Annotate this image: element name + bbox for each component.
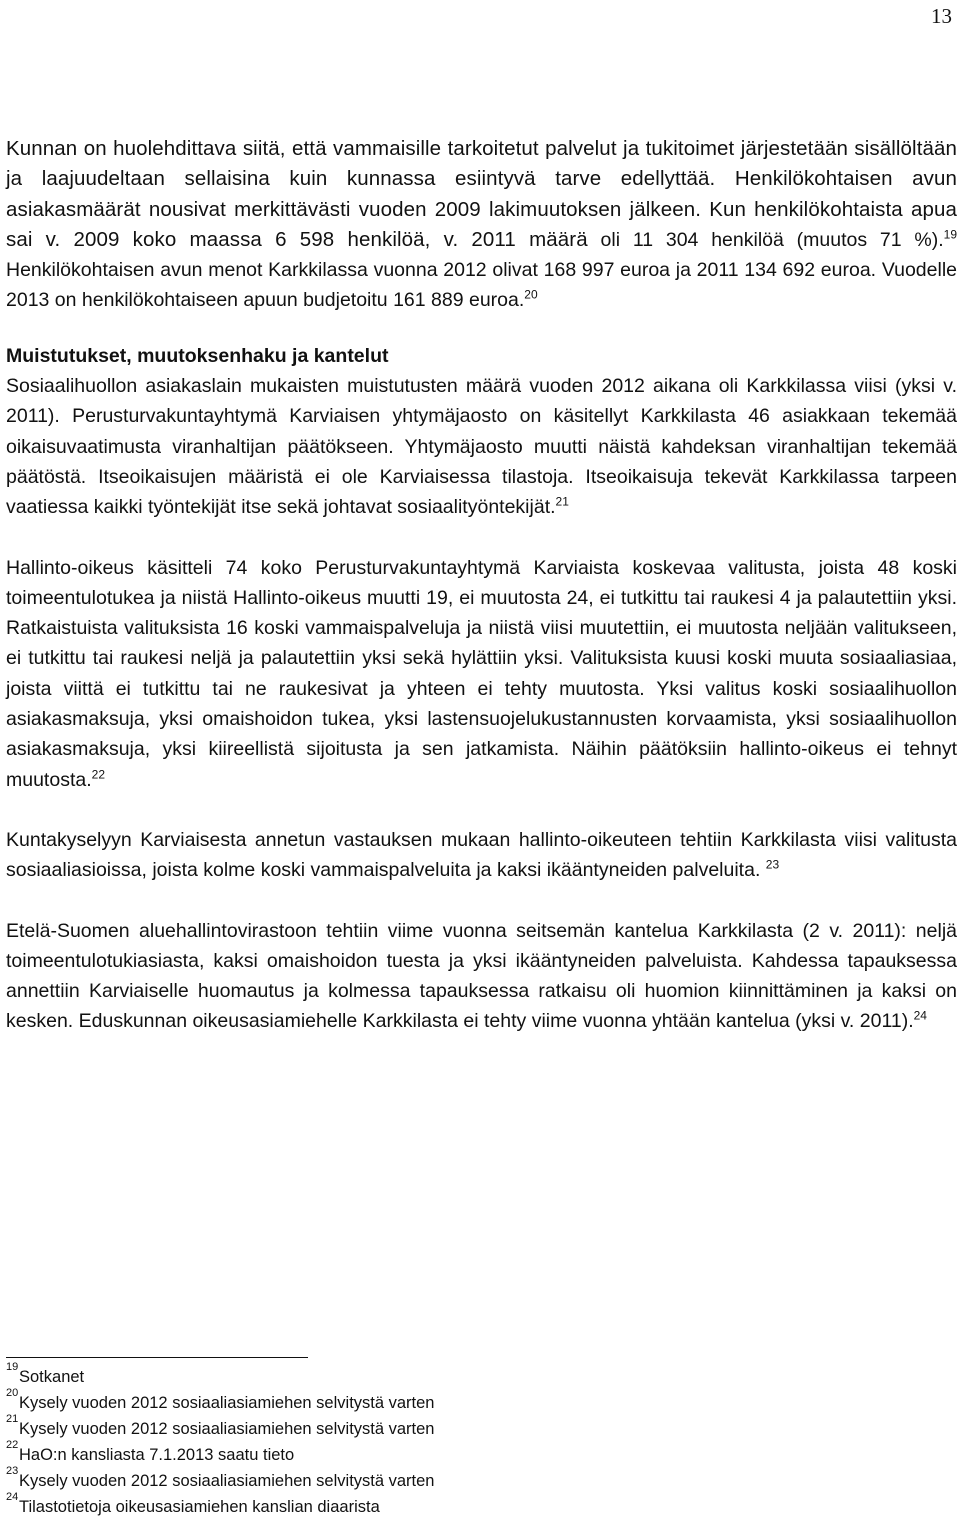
paragraph-complaints bbox=[6, 371, 957, 522]
paragraph-text: Etelä-Suomen aluehallintovirastoon tehtiin viime vuonna seitsemän kantelua Karkkilasta (2 v. 2011): neljä toimeentulotukiasiasta, kaksi omaishoidon tuesta ja yksi ikääntyneiden palveluista. Kahdessa tapauksessa annettiin Karviaiselle huomautus ja kolmessa tapauksessa ratkaisu oli huomion kiinnittäminen ja kaksi on kesken. Eduskunnan oikeusasiamiehelle Karkkilasta ei tehty viime vuonna yhtään kantelua (yksi v. 2011). bbox=[6, 919, 957, 1033]
section-heading: Muistutukset, muutoksenhaku ja kantelut bbox=[6, 344, 389, 367]
footnote: 19 Sotkanet bbox=[6, 1361, 85, 1386]
paragraph-regional-agency bbox=[6, 916, 957, 1037]
paragraph-text: Kuntakyselyyn Karviaisesta annetun vastauksen mukaan hallinto-oikeuteen tehtiin Karkkilasta viisi valitusta sosiaaliasioissa, joista kolme koski vammaispalveluita ja kaksi ikääntyneiden palveluita. bbox=[6, 828, 957, 882]
footnote-reference[interactable]: 23 bbox=[765, 857, 780, 872]
footnote-text: Kysely vuoden 2012 sosiaaliasiamiehen selvitystä varten bbox=[19, 1472, 435, 1490]
footnote-text: HaO:n kansliasta 7.1.2013 saatu tieto bbox=[19, 1446, 295, 1464]
footnote-reference[interactable]: 22 bbox=[91, 767, 105, 782]
footnote-reference[interactable]: 20 bbox=[524, 287, 538, 302]
paragraph-lead-text: Kunnan on huolehdittava siitä, että vammaisille tarkoitetut palvelut ja tukitoimet järjestetään sisällöltään ja laajuudeltaan sellaisina kuin kunnassa esiintyvä tarve edellyttää. Henkilökohtaisen avun asiakasmäärät nousivat merkittävästi vuoden 2009 lakimuutoksen jälkeen. Kun henkilökohtaista apua sai v. 2009 koko maassa 6 598 henkilöä, v. 2011 määrä bbox=[6, 137, 957, 251]
paragraph-text: Hallinto-oikeus käsitteli 74 koko Perusturvakuntayhtymä Karviaista koskevaa valitusta, joista 48 koski toimeentulotukea ja niistä Hallinto-oikeus muutti 19, ei muutosta 24, ei tutkittu tai raukesi 4 ja palautettiin yksi. Ratkaistuista valituksista 16 koski vammaispalveluja ja niistä viisi muutettiin, ei muutosta neljään valitukseen, ei tutkittu tai raukesi neljä ja palautettiin yksi sekä hylättiin yksi. Valituksista kuusi koski muuta sosiaaliasiaa, joista viittä ei tutkittu tai ne raukesivat ja yhteen ei tehty muutosta. Yksi valitus koski sosiaalihuollon asiakasmaksuja, yksi omaishoidon tukea, yksi lastensuojelukustannusten korvaamista, yksi sosiaalihuollon asiakasmaksuja, yksi kiireellistä sijoitusta ja sen jatkamista. Näihin päätöksiin hallinto-oikeus ei tehnyt muutosta. bbox=[6, 556, 957, 791]
footnote: 20 Kysely vuoden 2012 sosiaaliasiamiehen selvitystä varten bbox=[6, 1387, 435, 1412]
footnote-text: Tilastotietoja oikeusasiamiehen kanslian diaarista bbox=[19, 1498, 380, 1516]
page-number: 13 bbox=[931, 4, 952, 28]
paragraph-text: Henkilökohtaisen avun menot Karkkilassa vuonna 2012 olivat 168 997 euroa ja 2011 134 692 euroa. Vuodelle 2013 on henkilökohtaiseen apuun budjetoitu 161 889 euroa. bbox=[6, 259, 957, 312]
paragraph-text: Sosiaalihuollon asiakaslain mukaisten muistutusten määrä vuoden 2012 aikana oli Karkkilassa viisi (yksi v. 2011). Perusturvakuntayhtymä Karviaisen yhtymäjaosto on käsitellyt Karkkilasta 46 asiakkaan tekemää oikaisuvaatimusta viranhaltijan päätökseen. Yhtymäjaosto muutti näistä kahdeksan viranhaltijan tekemää päätöstä. Itseoikaisujen määristä ei ole Karviaisessa tilastoja. Itseoikaisuja tekevät Karkkilassa tarpeen vaatiessa kaikki työntekijät itse sekä johtavat sosiaalityöntekijät. bbox=[6, 375, 957, 519]
footnote: 24 Tilastotietoja oikeusasiamiehen kanslian diaarista bbox=[6, 1491, 380, 1516]
paragraph-administrative-court bbox=[6, 553, 957, 795]
footnote-text: Sotkanet bbox=[19, 1368, 85, 1386]
footnote-reference[interactable]: 24 bbox=[913, 1008, 927, 1023]
paragraph-text: oli 11 304 henkilöä (muutos 71 %). bbox=[600, 228, 944, 251]
footnotes bbox=[6, 1357, 606, 1520]
footnote: 21 Kysely vuoden 2012 sosiaaliasiamiehen selvitystä varten bbox=[6, 1413, 435, 1438]
document-body bbox=[6, 134, 957, 1037]
footnote-separator bbox=[6, 1357, 308, 1358]
footnote-reference[interactable]: 19 bbox=[943, 227, 957, 242]
footnote: 22 HaO:n kansliasta 7.1.2013 saatu tieto bbox=[6, 1439, 295, 1464]
footnote: 23 Kysely vuoden 2012 sosiaaliasiamiehen selvitystä varten bbox=[6, 1465, 435, 1490]
paragraph-personal-assistance bbox=[6, 134, 957, 316]
footnote-text: Kysely vuoden 2012 sosiaaliasiamiehen selvitystä varten bbox=[19, 1420, 435, 1438]
footnote-reference[interactable]: 21 bbox=[555, 494, 569, 509]
paragraph-municipal-survey bbox=[6, 825, 957, 886]
footnote-text: Kysely vuoden 2012 sosiaaliasiamiehen selvitystä varten bbox=[19, 1394, 435, 1412]
